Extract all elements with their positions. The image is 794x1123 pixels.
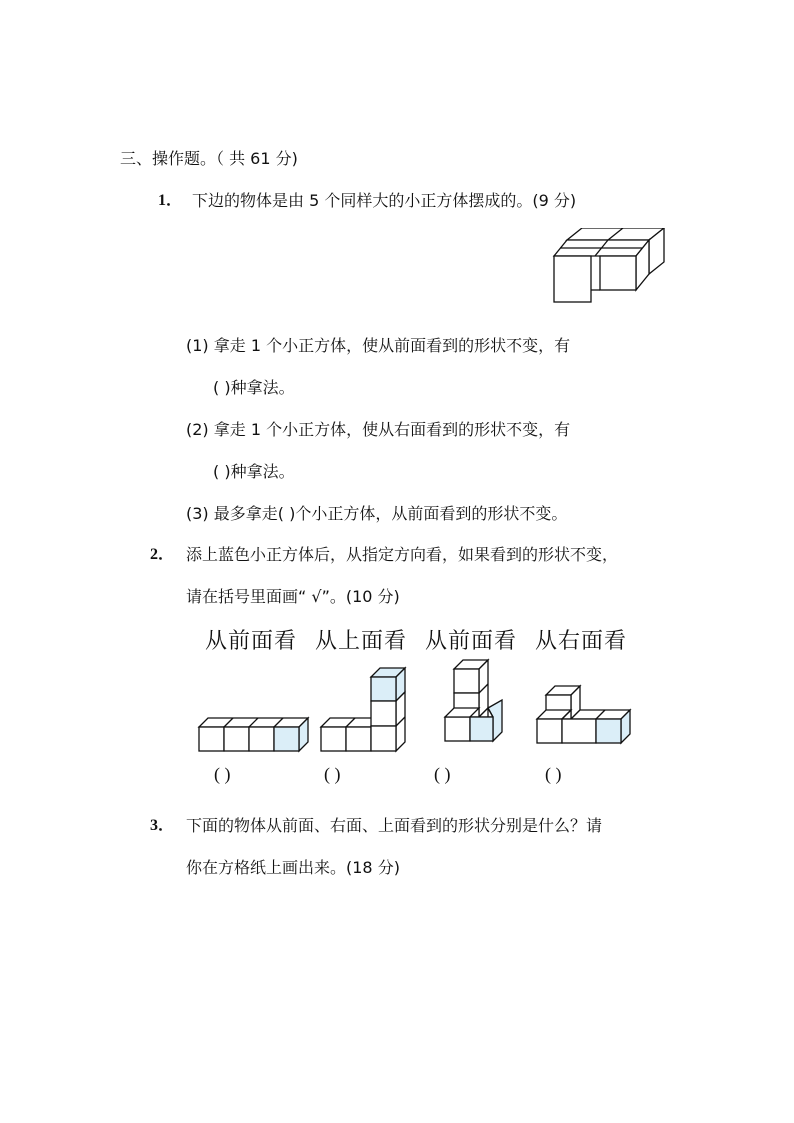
q2-label-3: 从前面看 <box>425 629 518 654</box>
q1-sub1-line1: (1) 拿走 1 个小正方体，使从前面看到的形状不变，有 <box>186 336 571 355</box>
q2-figure-b <box>318 664 412 754</box>
q2-figure-c <box>442 656 506 754</box>
section-title: 三、操作题。（ 共 61 分) <box>120 149 298 168</box>
q2-line2: 请在括号里面画“ √”。(10 分) <box>186 587 400 606</box>
q3-line2: 你在方格纸上画出来。(18 分) <box>186 858 400 877</box>
q2-figure-d <box>534 682 634 754</box>
q2-label-1: 从前面看 <box>205 629 298 654</box>
q3-line1: 下面的物体从前面、右面、上面看到的形状分别是什么？请 <box>186 816 603 835</box>
q2-label-4: 从右面看 <box>535 629 628 654</box>
q2-number: 2． <box>150 546 175 563</box>
q2-label-2: 从上面看 <box>315 629 408 654</box>
q1-sub3: (3) 最多拿走( )个小正方体，从前面看到的形状不变。 <box>186 504 568 523</box>
q1-number: 1． <box>158 192 183 209</box>
q2-blank-2[interactable]: ( ) <box>324 764 341 784</box>
q2-blank-3[interactable]: ( ) <box>434 764 451 784</box>
q2-line1: 添上蓝色小正方体后，从指定方向看，如果看到的形状不变， <box>186 545 619 564</box>
q1-cube-figure <box>548 228 670 306</box>
cube-front-left <box>554 256 591 302</box>
q2-blank-1[interactable]: ( ) <box>214 764 231 784</box>
q2-blank-4[interactable]: ( ) <box>545 764 562 784</box>
cube-front-right <box>600 256 636 290</box>
q1-text: 下边的物体是由 5 个同样大的小正方体摆成的。(9 分) <box>192 191 577 210</box>
q1-sub1-line2: ( )种拿法。 <box>213 378 295 397</box>
q1-sub2-line2: ( )种拿法。 <box>213 462 295 481</box>
q1-sub2-line1: (2) 拿走 1 个小正方体，使从右面看到的形状不变，有 <box>186 420 571 439</box>
q2-figure-a <box>196 712 312 754</box>
q3-number: 3． <box>150 817 175 834</box>
